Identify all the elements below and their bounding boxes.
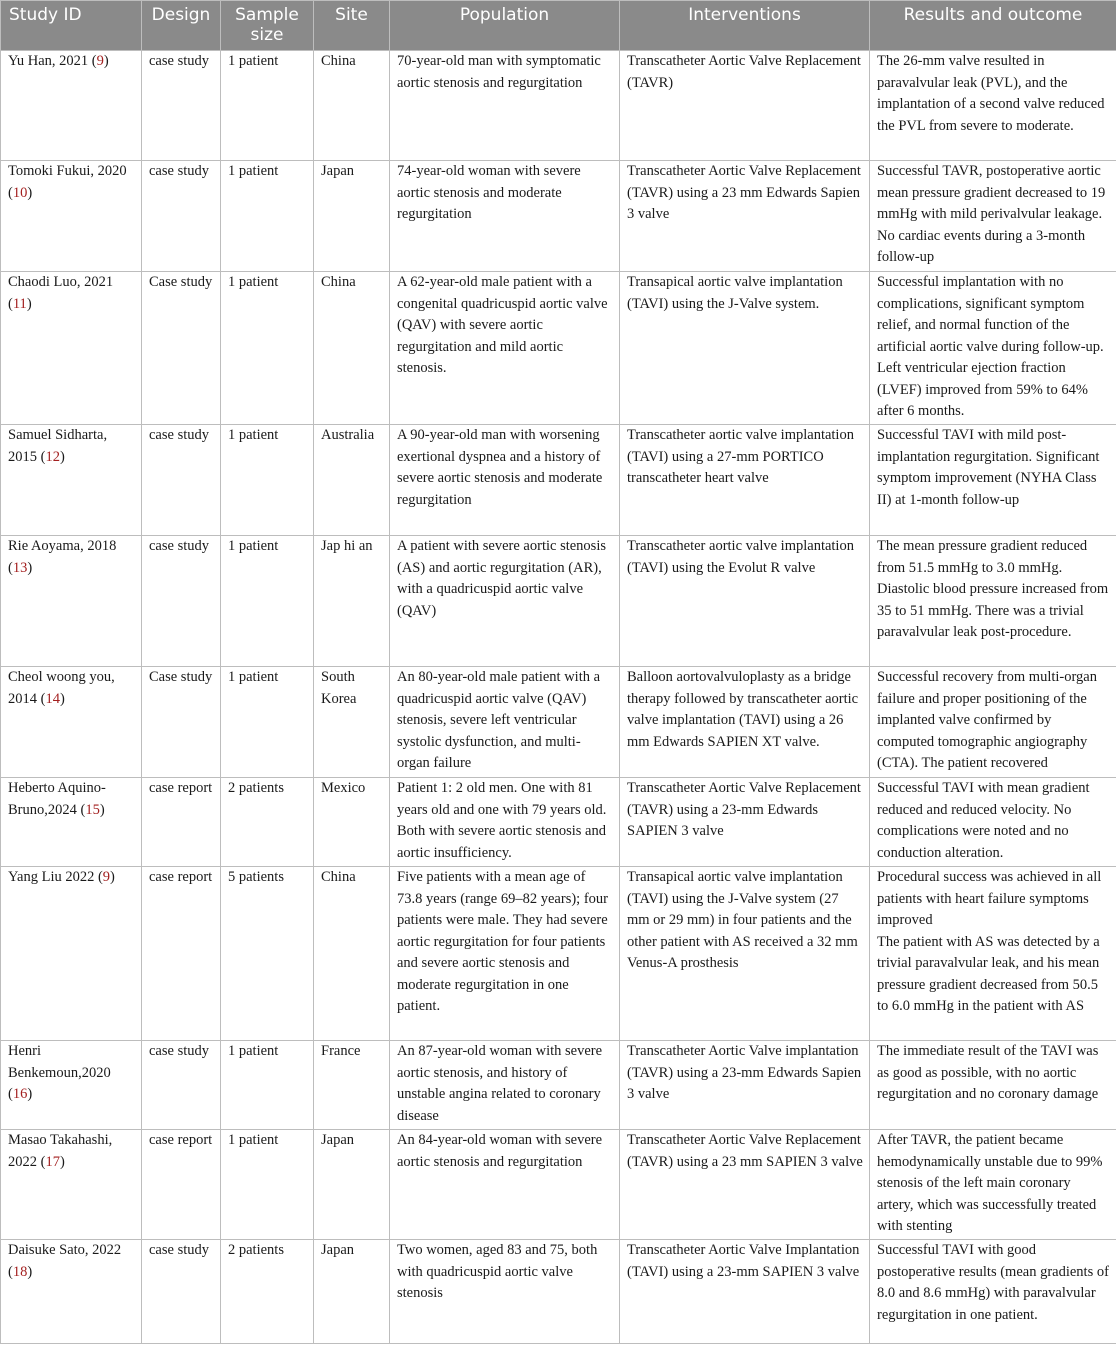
population-cell: A 62-year-old male patient with a congenital quadricuspid aortic valve (QAV) with severe aortic regurgitation and mild aortic stenosis. [390, 272, 620, 425]
result-cell: The immediate result of the TAVI was as good as possible, with no aortic regurgitation and no coronary damage [870, 1041, 1116, 1130]
reference-link[interactable]: 12 [45, 448, 60, 465]
site-cell: France [314, 1041, 390, 1130]
reference-link[interactable]: 13 [12, 559, 28, 576]
study-id: Heberto Aquino-Bruno,2024 ( [8, 780, 106, 818]
table-row [1, 778, 1116, 867]
header-results: Results and outcome [870, 1, 1116, 51]
reference-link[interactable]: 14 [45, 690, 60, 707]
design-cell: case report [142, 1130, 221, 1240]
header-population: Population [390, 1, 620, 51]
sample-size-cell: 1 patient [221, 536, 314, 667]
sample-size-cell: 1 patient [221, 1041, 314, 1130]
population-cell: An 80-year-old male patient with a quadricuspid aortic valve (QAV) stenosis, severe left ventricular systolic dysfunction, and multi-organ failure [390, 667, 620, 778]
header-sample-size: Sample size [221, 1, 314, 51]
header-row [1, 1, 1116, 51]
reference-close-paren: ) [27, 184, 33, 201]
reference-close-paren: ) [27, 559, 33, 576]
site-cell: China [314, 272, 390, 425]
reference-close-paren: ) [27, 1086, 33, 1102]
intervention-cell: Balloon aortovalvuloplasty as a bridge therapy followed by transcatheter aortic valve implantation (TAVI) using a 26 mm Edwards SAPIEN XT valve. [620, 667, 870, 778]
intervention-cell: Transcatheter Aortic Valve Replacement (TAVR) using a 23 mm Edwards Sapien 3 valve [620, 161, 870, 272]
sample-size-cell: 1 patient [221, 272, 314, 425]
table-row [1, 1130, 1116, 1240]
reference-link[interactable]: 9 [96, 53, 104, 69]
design-cell: case study [142, 161, 221, 272]
study-id-cell [1, 667, 142, 778]
intervention-cell: Transapical aortic valve implantation (TAVI) using the J-Valve system (27 mm or 29 mm) in four patients and the other patient with AS received a 32 mm Venus-A prosthesis [620, 867, 870, 1041]
population-cell: 74-year-old woman with severe aortic stenosis and moderate regurgitation [390, 161, 620, 272]
reference-close-paren: ) [59, 448, 65, 465]
sample-size-cell: 1 patient [221, 1130, 314, 1240]
site-cell: Mexico [314, 778, 390, 867]
population-cell: Five patients with a mean age of 73.8 years (range 69–82 years); four patients were male. They had severe aortic regurgitation for four patients and severe aortic stenosis and moderate regurgitation in one patient. [390, 867, 620, 1041]
reference-close-paren: ) [103, 53, 109, 69]
study-id: Masao Takahashi, 2022 ( [8, 1132, 113, 1170]
study-id: Samuel Sidharta, 2015 ( [8, 427, 108, 465]
result-cell: Successful TAVI with good postoperative results (mean gradients of 8.0 and 8.6 mmHg) with paravalvular regurgitation in one patient. [870, 1240, 1116, 1344]
intervention-cell: Transcatheter Aortic Valve Replacement (TAVR) using a 23 mm SAPIEN 3 valve [620, 1130, 870, 1240]
site-cell: South Korea [314, 667, 390, 778]
population-cell: Two women, aged 83 and 75, both with quadricuspid aortic valve stenosis [390, 1240, 620, 1344]
table-row [1, 272, 1116, 425]
site-cell: China [314, 51, 390, 161]
population-cell: Patient 1: 2 old men. One with 81 years old and one with 79 years old. Both with severe aortic stenosis and aortic insufficiency. [390, 778, 620, 867]
reference-link[interactable]: 11 [12, 295, 27, 312]
intervention-cell: Transcatheter Aortic Valve Implantation (TAVI) using a 23-mm SAPIEN 3 valve [620, 1240, 870, 1344]
site-cell: Japan [314, 1240, 390, 1344]
reference-close-paren: ) [59, 1153, 65, 1170]
site-cell: Australia [314, 425, 390, 536]
result-cell: Successful recovery from multi-organ failure and proper positioning of the implanted valve confirmed by computed tomographic angiography (CTA). The patient recovered [870, 667, 1116, 778]
study-id-cell [1, 867, 142, 1041]
study-id-cell [1, 1130, 142, 1240]
study-id: Yu Han, 2021 ( [8, 53, 97, 69]
reference-link[interactable]: 17 [45, 1153, 60, 1170]
intervention-cell: Transcatheter Aortic Valve Replacement (TAVR) [620, 51, 870, 161]
result-cell: Successful TAVI with mean gradient reduced and reduced velocity. No complications were noted and no conduction alteration. [870, 778, 1116, 867]
population-cell: A patient with severe aortic stenosis (AS) and aortic regurgitation (AR), with a quadricuspid aortic valve (QAV) [390, 536, 620, 667]
table-row [1, 1041, 1116, 1130]
reference-close-paren: ) [110, 869, 115, 885]
reference-link[interactable]: 15 [85, 801, 100, 818]
intervention-cell: Transcatheter Aortic Valve Replacement (TAVR) using a 23-mm Edwards SAPIEN 3 valve [620, 778, 870, 867]
site-cell: Japan [314, 161, 390, 272]
design-cell: case study [142, 51, 221, 161]
design-cell: case report [142, 867, 221, 1041]
population-cell: An 87-year-old woman with severe aortic stenosis, and history of unstable angina related to coronary disease [390, 1041, 620, 1130]
reference-link[interactable]: 10 [12, 184, 28, 201]
population-cell: An 84-year-old woman with severe aortic stenosis and regurgitation [390, 1130, 620, 1240]
header-site: Site [314, 1, 390, 51]
table-row [1, 161, 1116, 272]
study-id-cell [1, 272, 142, 425]
reference-close-paren: ) [26, 295, 32, 312]
result-cell: Procedural success was achieved in all patients with heart failure symptoms improved The patient with AS was detected by a trivial paravalvular leak, and his mean pressure gradient decreased from 50.5 to 6.0 mmHg in the patient with AS [870, 867, 1116, 1041]
study-id-cell [1, 1240, 142, 1344]
intervention-cell: Transcatheter Aortic Valve implantation (TAVR) using a 23-mm Edwards Sapien 3 valve [620, 1041, 870, 1130]
intervention-cell: Transcatheter aortic valve implantation (TAVI) using the Evolut R valve [620, 536, 870, 667]
result-cell: Successful TAVR, postoperative aortic mean pressure gradient decreased to 19 mmHg with mild perivalvular leakage. No cardiac events during a 3-month follow-up [870, 161, 1116, 272]
header-study-id: Study ID [1, 1, 142, 51]
reference-close-paren: ) [59, 690, 65, 707]
study-id: Yang Liu 2022 ( [8, 869, 103, 885]
study-id: Daisuke Sato, 2022 ( [8, 1242, 122, 1280]
table-row [1, 1240, 1116, 1344]
design-cell: case study [142, 425, 221, 536]
sample-size-cell: 1 patient [221, 425, 314, 536]
sample-size-cell: 2 patients [221, 778, 314, 867]
site-cell: Japan [314, 1130, 390, 1240]
sample-size-cell: 2 patients [221, 1240, 314, 1344]
study-id-cell [1, 536, 142, 667]
intervention-cell: Transcatheter aortic valve implantation (TAVI) using a 27-mm PORTICO transcatheter heart valve [620, 425, 870, 536]
study-id-cell [1, 51, 142, 161]
reference-close-paren: ) [99, 801, 105, 818]
population-cell: 70-year-old man with symptomatic aortic stenosis and regurgitation [390, 51, 620, 161]
design-cell: Case study [142, 272, 221, 425]
study-id: Chaodi Luo, 2021 ( [8, 274, 114, 312]
study-id: Cheol woong you, 2014 ( [8, 669, 115, 707]
design-cell: Case study [142, 667, 221, 778]
reference-link[interactable]: 9 [102, 869, 111, 885]
table-row [1, 867, 1116, 1041]
result-cell: After TAVR, the patient became hemodynamically unstable due to 99% stenosis of the left main coronary artery, which was successfully treated with stenting [870, 1130, 1116, 1240]
reference-close-paren: ) [27, 1263, 33, 1280]
design-cell: case study [142, 536, 221, 667]
header-design: Design [142, 1, 221, 51]
study-id: Rie Aoyama, 2018 ( [8, 538, 117, 576]
reference-link[interactable]: 18 [12, 1263, 28, 1280]
intervention-cell: Transapical aortic valve implantation (TAVI) using the J-Valve system. [620, 272, 870, 425]
design-cell: case study [142, 1041, 221, 1130]
result-cell: The 26-mm valve resulted in paravalvular leak (PVL), and the implantation of a second valve reduced the PVL from severe to moderate. [870, 51, 1116, 161]
site-cell: Jap hi an [314, 536, 390, 667]
sample-size-cell: 5 patients [221, 867, 314, 1041]
sample-size-cell: 1 patient [221, 667, 314, 778]
study-id-cell [1, 778, 142, 867]
site-cell: China [314, 867, 390, 1041]
table-row [1, 667, 1116, 778]
reference-link[interactable]: 16 [12, 1086, 28, 1102]
study-id-cell [1, 425, 142, 536]
header-interventions: Interventions [620, 1, 870, 51]
study-id-cell [1, 161, 142, 272]
population-cell: A 90-year-old man with worsening exertional dyspnea and a history of severe aortic stenosis and moderate regurgitation [390, 425, 620, 536]
sample-size-cell: 1 patient [221, 161, 314, 272]
table-row [1, 536, 1116, 667]
table-row [1, 51, 1116, 161]
design-cell: case report [142, 778, 221, 867]
result-cell: Successful TAVI with mild post-implantation regurgitation. Significant symptom improvement (NYHA Class II) at 1-month follow-up [870, 425, 1116, 536]
design-cell: case study [142, 1240, 221, 1344]
study-id: Henri Benkemoun,2020 ( [8, 1043, 111, 1102]
result-cell: The mean pressure gradient reduced from 51.5 mmHg to 3.0 mmHg. Diastolic blood pressure increased from 35 to 51 mmHg. There was a trivial paravalvular leak post-procedure. [870, 536, 1116, 667]
study-id-cell [1, 1041, 142, 1130]
table-row [1, 425, 1116, 536]
study-id: Tomoki Fukui, 2020 ( [8, 163, 127, 201]
result-cell: Successful implantation with no complications, significant symptom relief, and normal function of the artificial aortic valve during follow-up. Left ventricular ejection fraction (LVEF) improved from 59% to 64% after 6 months. [870, 272, 1116, 425]
sample-size-cell: 1 patient [221, 51, 314, 161]
